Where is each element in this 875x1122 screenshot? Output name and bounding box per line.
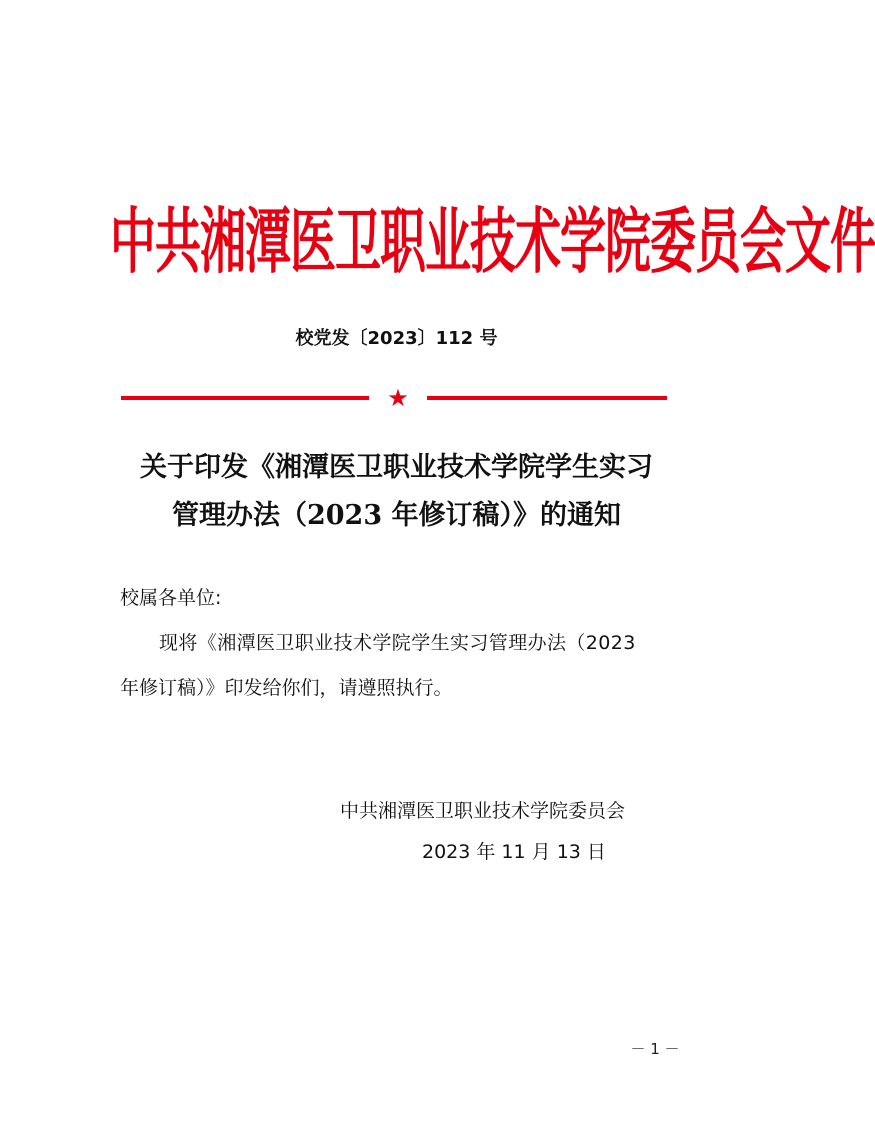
star-icon: ★ bbox=[387, 384, 409, 412]
issuing-organization: 中共湘潭医卫职业技术学院委员会 bbox=[340, 800, 626, 822]
body-paragraph-line-2: 年修订稿）》印发给你们，请遵照执行。 bbox=[120, 677, 453, 699]
notice-title-line-2: 管理办法（2023 年修订稿）》的通知 bbox=[171, 500, 622, 531]
red-divider-right bbox=[427, 396, 667, 400]
issue-date: 2023 年 11 月 13 日 bbox=[422, 841, 606, 863]
red-header-title: 中共湘潭医卫职业技术学院委员会文件 bbox=[110, 199, 875, 283]
page-number: － 1 － bbox=[630, 1040, 680, 1058]
body-paragraph-line-1: 现将《湘潭医卫职业技术学院学生实习管理办法（2023 bbox=[159, 632, 636, 654]
notice-title-line-1: 关于印发《湘潭医卫职业技术学院学生实习 bbox=[140, 452, 653, 483]
salutation: 校属各单位: bbox=[120, 587, 222, 609]
red-divider-left bbox=[121, 396, 369, 400]
document-number: 校党发〔2023〕112 号 bbox=[295, 328, 498, 349]
